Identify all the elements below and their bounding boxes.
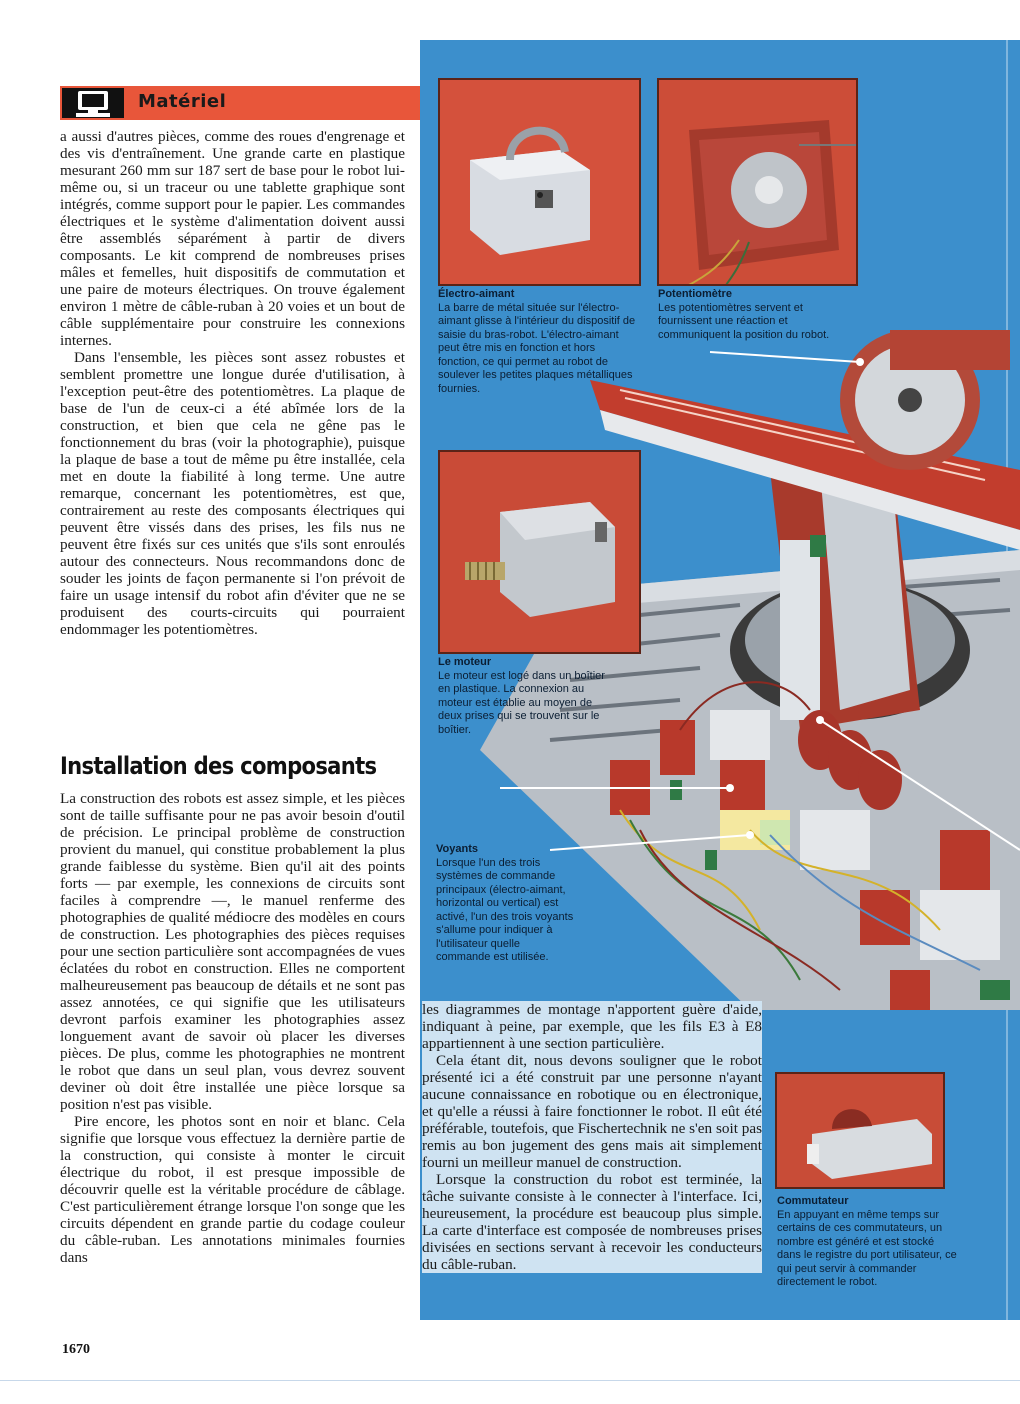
caption-text: La barre de métal située sur l'électro-aimant glisse à l'intérieur du dispositif de saisie du bras-robot. L'électro-aimant peut être mis en fonction et hors fonction, ce qui permet au robot de soulever les petites plaques métalliques fournies. [438,301,636,395]
caption-text: Les potentiomètres servent et fournissent une réaction et communiquent la position du robot. [658,301,830,341]
body-column-2 [422,1001,762,1273]
paragraph: Pire encore, les photos sont en noir et blanc. Cela signifie que lorsque vous effectuez la dernière partie de la construction, qui consiste à monter le circuit électrique du robot, il est presque impossible de découvrir quelle est la véritable procédure de câblage. C'est particulièrement étrange lorsque l'on songe que les circuits dépendent en grande partie du codage couleur du câble-ruban. Les annotations minimales fournies dans [60,1113,405,1266]
caption-title: Le moteur [438,656,492,668]
caption-commutateur [777,1195,957,1290]
photo-electro-aimant [438,78,641,286]
section-heading: Installation des composants [60,752,377,780]
paragraph: Lorsque la construction du robot est terminée, la tâche suivante consiste à le connecter à l'interface. Ici, heureusement, la procédure est beaucoup plus simple. La carte d'interface est composée de nombreuses prises divisées en sections servant à recevoir les conducteurs du câble-ruban. [422,1171,762,1273]
photo-moteur [438,450,641,654]
caption-title: Électro-aimant [438,288,515,300]
paragraph: Cela étant dit, nous devons souligner que le robot présenté ici a été construit par une personne n'ayant aucune connaissance en robotique ou en électronique, et qu'elle a réussi à faire fonctionner le robot. Il eût été préférable, toutefois, que Fischertechnik ne s'en soit pas remis au bon jugement des gens mais ait simplement fourni un meilleur manuel de construction. [422,1052,762,1171]
paragraph: Dans l'ensemble, les pièces sont assez robustes et semblent promettre une longue durée d'utilisation, à l'exception peut-être des potentiomètres. La plaque de base de l'un de ceux-ci a été abîmée lors de la construction, et bien que cela ne gêne pas le fonctionnement du bras (voir la photographie), puisque la plaque de base a tout de même pu être installée, cela met en doute la fiabilité à long terme. Une autre remarque, concernant les potentiomètres, est que, contrairement au reste des composants électriques qui peuvent être vissés dans des prises, les fils nus ne peuvent être fixés sur ces unités que s'ils sont enroulés autour des connecteurs. Nous recommandons donc de souder les joints de façon permanente si l'on prévoit de faire un usage intensif du robot afin d'éviter que ne se produisent des courts-circuits qui pourraient endommager les potentiomètres. [60,349,405,638]
body-column-1-top [60,128,405,638]
body-column-1-bottom [60,790,405,1266]
caption-title: Commutateur [777,1195,849,1207]
paragraph: La construction des robots est assez simple, et les pièces sont de taille suffisante pour ne pas avoir besoin d'outil de précision. Le principal problème de construction provient du manuel, qui constitue probablement la plus grande faiblesse du système. Bien qu'il ait des points forts — par exemple, les connexions de circuits sont faciles à comprendre —, le manuel renferme des photographies de qualité médiocre des modèles en cours de construction. Les photographies des pièces requises pour une section particulière sont accompagnées de vues éclatées du robot en construction. Elles ne comportent malheureusement pas beaucoup de détails et ne sont pas assez annotées, ce qui signifie que les utilisateurs devront parfois examiner les photographies assez longuement avant de savoir où placer les diverses pièces. De plus, comme les photographies ne montrent le robot que dans un seul plan, vous devrez souvent deviner où doit être installée une pièce lorsque sa position n'est pas visible. [60,790,405,1113]
photo-commutateur [775,1072,945,1189]
caption-moteur [438,656,608,737]
caption-electro-aimant [438,288,638,396]
section-label: Matériel [138,91,227,112]
caption-text: Le moteur est logé dans un boîtier en plastique. La connexion au moteur est établie au moyen de deux prises qui se trouvent sur le boîtier. [438,669,605,736]
computer-logo-icon [62,88,124,118]
paragraph: a aussi d'autres pièces, comme des roues d'engrenage et des vis d'entraînement. Une grande carte en plastique mesurant 260 mm sur 187 sert de base pour le robot lui-même ou, si un traceur ou une tablette graphique sont intégrés, comme support pour le papier. Les commandes électriques et le système d'alimentation doivent aussi être assemblés séparément à partir de divers composants. Le kit comprend de nombreuses prises mâles et femelles, huit dispositifs de commutation et une paire de moteurs électriques. On trouve également environ 1 mètre de câble-ruban à 20 voies et un bout de câble supplémentaire pour construire les connexions internes. [60,128,405,349]
caption-potentiometre [658,288,838,342]
page-edge-line [0,1380,1020,1381]
caption-title: Potentiomètre [658,288,732,300]
page-number: 1670 [62,1342,90,1357]
caption-text: En appuyant en même temps sur certains de ces commutateurs, un nombre est généré et est stocké dans le registre du port utilisateur, ce qui peut servir à commander directement le robot. [777,1208,957,1288]
photo-potentiometre [657,78,858,286]
caption-voyants [436,843,576,965]
paragraph: les diagrammes de montage n'apportent guère d'aide, indiquant à peine, par exemple, que les fils E3 à E8 appartiennent à une section particulière. [422,1001,762,1052]
caption-title: Voyants [436,843,478,855]
caption-text: Lorsque l'un des trois systèmes de commande principaux (électro-aimant, horizontal ou vertical) est activé, l'un des trois voyants s'allume pour indiquer à l'utilisateur quelle commande est utilisée. [436,856,574,963]
